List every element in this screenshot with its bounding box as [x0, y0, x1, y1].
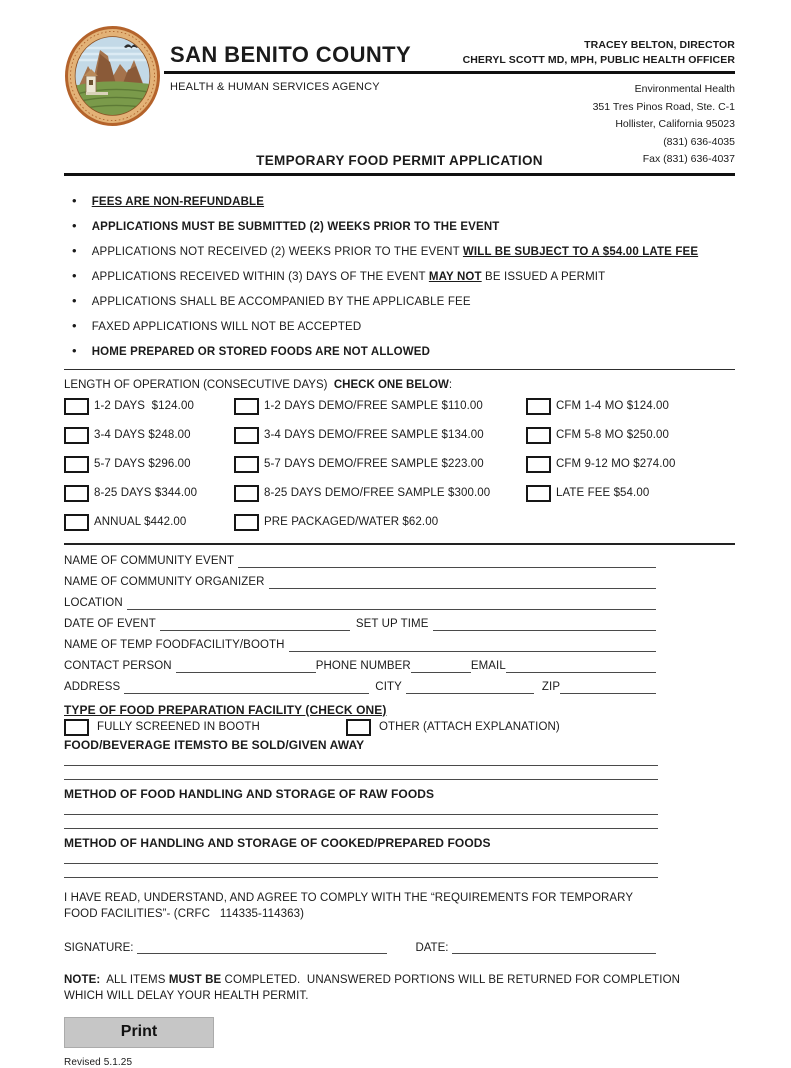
date-label: DATE:	[415, 941, 449, 954]
field-label: LOCATION	[64, 596, 123, 609]
address-input[interactable]	[124, 682, 369, 694]
raw-foods-heading: METHOD OF FOOD HANDLING AND STORAGE OF RAW FOODS	[64, 786, 435, 801]
notice-item: • APPLICATIONS SHALL BE ACCOMPANIED BY THE APPLICABLE FEE	[72, 294, 735, 309]
print-button[interactable]: Print	[64, 1017, 214, 1048]
phone-number-input[interactable]	[411, 661, 471, 673]
health-officer-line: CHERYL SCOTT MD, MPH, PUBLIC HEALTH OFFICER	[462, 54, 735, 66]
date-of-event-input[interactable]	[160, 619, 350, 631]
separator	[64, 543, 735, 545]
fee-option	[64, 514, 234, 531]
fee-option-label: 8-25 DAYS DEMO/FREE SAMPLE $300.00	[264, 487, 491, 499]
fee-option	[526, 456, 735, 473]
header	[64, 24, 735, 169]
field-label: DATE OF EVENT	[64, 617, 156, 630]
cooked-foods-heading: METHOD OF HANDLING AND STORAGE OF COOKED/PREPARED FOODS	[64, 835, 491, 850]
fee-option-checkbox[interactable]	[234, 485, 259, 502]
notice-item: • APPLICATIONS RECEIVED WITHIN (3) DAYS OF THE EVENT MAY NOT BE ISSUED A PERMIT	[72, 269, 735, 284]
field-temp-facility	[64, 639, 656, 652]
contact-person-input[interactable]	[176, 661, 316, 673]
prep-facility-options	[64, 719, 656, 736]
food-items-line-1[interactable]	[64, 752, 658, 766]
address-block	[593, 81, 735, 169]
fee-option-row	[64, 485, 735, 502]
signature-row	[64, 942, 656, 954]
field-label: PHONE NUMBER	[315, 659, 411, 672]
raw-foods-line-2[interactable]	[64, 815, 658, 829]
fee-option-checkbox[interactable]	[64, 398, 89, 415]
cooked-foods-line-2[interactable]	[64, 864, 658, 878]
other-checkbox[interactable]	[346, 719, 371, 736]
field-contact	[64, 660, 656, 673]
agreement-statement: I HAVE READ, UNDERSTAND, AND AGREE TO COMPLY WITH THE “REQUIREMENTS FOR TEMPORARY FOOD FACILITIES”- (CRFC 114335-114363)	[64, 891, 637, 920]
fee-option-row	[64, 456, 735, 473]
phone: (831) 636-4035	[663, 135, 735, 148]
fee-option-checkbox[interactable]	[234, 456, 259, 473]
fee-option-checkbox[interactable]	[526, 398, 551, 415]
fee-option-checkbox[interactable]	[64, 456, 89, 473]
officers-block	[463, 38, 735, 68]
field-label: EMAIL	[470, 659, 506, 672]
fee-option-checkbox[interactable]	[526, 485, 551, 502]
fee-option-label: 3-4 DAYS DEMO/FREE SAMPLE $134.00	[264, 429, 484, 441]
prep-option-label: OTHER (ATTACH EXPLANATION)	[379, 721, 560, 733]
fee-option-label: 1-2 DAYS $124.00	[94, 400, 194, 412]
fee-option-label: ANNUAL $442.00	[94, 516, 187, 528]
county-seal-logo	[64, 24, 164, 169]
county-seal-icon	[64, 26, 161, 126]
location-input[interactable]	[127, 598, 656, 610]
header-text-block	[164, 24, 735, 169]
prep-option-other	[346, 719, 560, 736]
fax: Fax (831) 636-4037	[642, 153, 735, 165]
fee-option	[234, 514, 526, 531]
notice-item: • HOME PREPARED OR STORED FOODS ARE NOT ALLOWED	[72, 344, 735, 359]
city-input[interactable]	[406, 682, 534, 694]
fee-option-label: CFM 5-8 MO $250.00	[556, 429, 670, 441]
fee-option	[234, 427, 526, 444]
fee-option	[526, 485, 735, 502]
fee-option-checkbox[interactable]	[526, 427, 551, 444]
field-label: SET UP TIME	[355, 617, 429, 630]
field-label: ZIP	[541, 680, 561, 693]
notice-item: • FEES ARE NON-REFUNDABLE	[72, 194, 735, 209]
fee-option	[234, 456, 526, 473]
street-address: 351 Tres Pinos Road, Ste. C-1	[592, 100, 735, 113]
fee-option-row	[64, 514, 735, 531]
fee-option	[526, 427, 735, 444]
date-input[interactable]	[452, 942, 656, 954]
prep-facility-heading: TYPE OF FOOD PREPARATION FACILITY (CHECK ONE)	[64, 702, 387, 717]
email-input[interactable]	[506, 661, 656, 673]
notice-item: • APPLICATIONS MUST BE SUBMITTED (2) WEEKS PRIOR TO THE EVENT	[72, 219, 735, 234]
prep-option-fully-screened	[64, 719, 346, 736]
fee-option-label: 1-2 DAYS DEMO/FREE SAMPLE $110.00	[264, 400, 483, 412]
signature-label: SIGNATURE:	[64, 941, 134, 954]
notice-item: • FAXED APPLICATIONS WILL NOT BE ACCEPTED	[72, 319, 735, 334]
field-label: CONTACT PERSON	[64, 659, 172, 672]
fee-option-label: 3-4 DAYS $248.00	[94, 429, 191, 441]
field-label: NAME OF COMMUNITY ORGANIZER	[64, 575, 265, 588]
community-event-input[interactable]	[238, 556, 656, 568]
zip-input[interactable]	[560, 682, 656, 694]
fee-grid	[64, 398, 735, 531]
department-name: Environmental Health	[634, 83, 735, 95]
field-date-setup	[64, 618, 656, 631]
prep-option-label: FULLY SCREENED IN BOOTH	[97, 721, 260, 733]
fee-option-label: PRE PACKAGED/WATER $62.00	[264, 516, 439, 528]
fee-option-row	[64, 427, 735, 444]
field-label: ADDRESS	[64, 680, 121, 693]
fee-option-checkbox[interactable]	[64, 485, 89, 502]
county-name: SAN BENITO COUNTY	[170, 42, 412, 67]
set-up-time-input[interactable]	[433, 619, 656, 631]
separator	[64, 369, 735, 370]
food-items-line-2[interactable]	[64, 766, 658, 780]
field-label: NAME OF COMMUNITY EVENT	[64, 554, 235, 567]
fee-option-label: CFM 1-4 MO $124.00	[556, 400, 670, 412]
agency-name: HEALTH & HUMAN SERVICES AGENCY	[170, 81, 380, 93]
fee-option-checkbox[interactable]	[234, 514, 259, 531]
fee-option-label: 8-25 DAYS $344.00	[94, 487, 198, 499]
cooked-foods-line-1[interactable]	[64, 850, 658, 864]
field-location	[64, 597, 656, 610]
fee-option	[64, 485, 234, 502]
food-items-heading: FOOD/BEVERAGE ITEMSTO BE SOLD/GIVEN AWAY	[64, 737, 365, 752]
fee-option-label: CFM 9-12 MO $274.00	[556, 458, 676, 470]
fee-option-checkbox[interactable]	[64, 514, 89, 531]
header-rule	[164, 71, 735, 74]
revision-label: Revised 5.1.25	[64, 1056, 133, 1068]
fee-option	[234, 398, 526, 415]
temp-facility-input[interactable]	[289, 640, 656, 652]
city-state-zip: Hollister, California 95023	[615, 118, 735, 130]
fee-option-label: LATE FEE $54.00	[556, 487, 650, 499]
fee-option-checkbox[interactable]	[64, 427, 89, 444]
field-address	[64, 681, 656, 694]
fully-screened-checkbox[interactable]	[64, 719, 89, 736]
note-text: NOTE: ALL ITEMS MUST BE COMPLETED. UNANSWERED PORTIONS WILL BE RETURNED FOR COMPLETION WHICH WILL DELAY YOUR HEALTH PERMIT.	[64, 973, 684, 1002]
field-community-event	[64, 555, 656, 568]
fee-option	[64, 398, 234, 415]
fee-option-label: 5-7 DAYS $296.00	[94, 458, 191, 470]
fee-option	[64, 427, 234, 444]
fee-section-heading: LENGTH OF OPERATION (CONSECUTIVE DAYS) CHECK ONE BELOW:	[64, 378, 453, 391]
fee-option-checkbox[interactable]	[526, 456, 551, 473]
raw-foods-line-1[interactable]	[64, 801, 658, 815]
fee-option	[526, 398, 735, 415]
director-line: TRACEY BELTON, DIRECTOR	[584, 39, 735, 51]
field-label: NAME OF TEMP FOODFACILITY/BOOTH	[64, 638, 285, 651]
notice-item: • APPLICATIONS NOT RECEIVED (2) WEEKS PRIOR TO THE EVENT WILL BE SUBJECT TO A $54.00 LATE FEE	[72, 244, 735, 259]
title-rule	[64, 173, 735, 176]
field-label: CITY	[375, 680, 402, 693]
notice-list	[64, 194, 735, 359]
fee-option-checkbox[interactable]	[234, 398, 259, 415]
fee-option-checkbox[interactable]	[234, 427, 259, 444]
fee-option	[64, 456, 234, 473]
community-organizer-input[interactable]	[269, 577, 656, 589]
fee-option	[234, 485, 526, 502]
signature-input[interactable]	[137, 942, 387, 954]
fee-option-label: 5-7 DAYS DEMO/FREE SAMPLE $223.00	[264, 458, 484, 470]
fee-option-row	[64, 398, 735, 415]
page-title: TEMPORARY FOOD PERMIT APPLICATION	[256, 152, 543, 168]
field-community-organizer	[64, 576, 656, 589]
event-fields	[64, 555, 656, 694]
